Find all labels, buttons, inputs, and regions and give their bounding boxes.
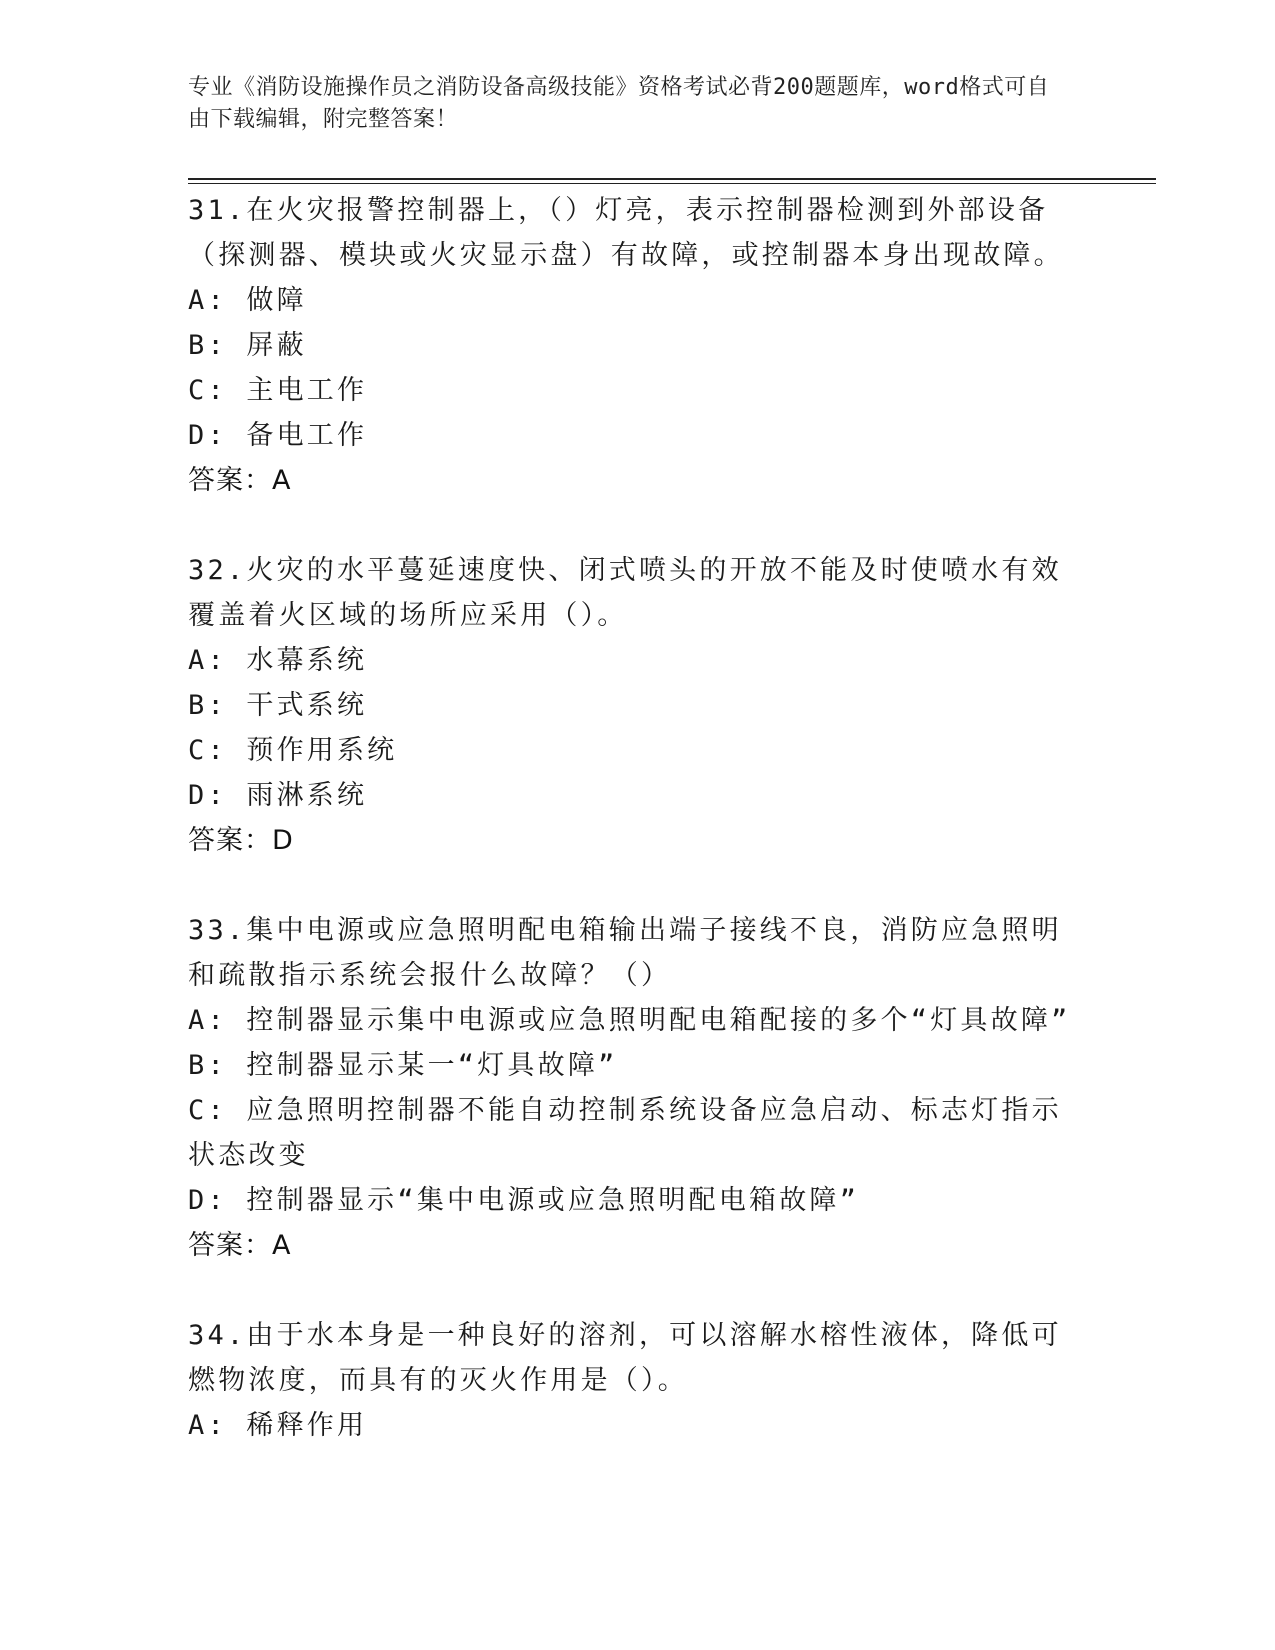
question-33 — [188, 908, 1088, 1268]
option-b: B: 控制器显示某一“灯具故障” — [188, 1050, 618, 1081]
question-spacer — [188, 503, 1088, 548]
question-34 — [188, 1313, 1088, 1448]
option-a: A: 稀释作用 — [188, 1410, 368, 1441]
option-a: A: 水幕系统 — [188, 645, 368, 676]
answer-label: 答案：A — [188, 465, 292, 496]
option-c: C: 主电工作 — [188, 375, 368, 406]
question-32 — [188, 548, 1088, 863]
question-stem: 34.由于水本身是一种良好的溶剂，可以溶解水榕性液体，降低可燃物浓度，而具有的灭火作用是（）。 — [188, 1320, 1062, 1396]
question-31 — [188, 188, 1088, 503]
answer-label: 答案：D — [188, 825, 294, 856]
question-list — [188, 188, 1088, 1448]
option-c: C: 预作用系统 — [188, 735, 398, 766]
question-spacer — [188, 1268, 1088, 1313]
option-d: D: 雨淋系统 — [188, 780, 368, 811]
question-stem: 31.在火灾报警控制器上，（）灯亮，表示控制器检测到外部设备（探测器、模块或火灾显示盘）有故障，或控制器本身出现故障。 — [188, 195, 1064, 271]
option-a: A: 控制器显示集中电源或应急照明配电箱配接的多个“灯具故障” — [188, 1005, 1071, 1036]
option-c: C: 应急照明控制器不能自动控制系统设备应急启动、标志灯指示状态改变 — [188, 1095, 1062, 1171]
option-b: B: 干式系统 — [188, 690, 368, 721]
question-stem: 32.火灾的水平蔓延速度快、闭式喷头的开放不能及时使喷水有效覆盖着火区域的场所应采用（）。 — [188, 555, 1062, 631]
answer-label: 答案：A — [188, 1230, 292, 1261]
header-divider-thin — [188, 183, 1156, 184]
document-header: 专业《消防设施操作员之消防设备高级技能》资格考试必背200题题库，word格式可自由下载编辑，附完整答案！ — [188, 75, 1050, 132]
option-d: D: 控制器显示“集中电源或应急照明配电箱故障” — [188, 1185, 860, 1216]
option-b: B: 屏蔽 — [188, 330, 307, 361]
question-stem: 33.集中电源或应急照明配电箱输出端子接线不良，消防应急照明和疏散指示系统会报什么故障？（） — [188, 915, 1062, 991]
header-divider-thick — [188, 178, 1156, 180]
option-a: A: 做障 — [188, 285, 307, 316]
option-d: D: 备电工作 — [188, 420, 368, 451]
question-spacer — [188, 863, 1088, 908]
